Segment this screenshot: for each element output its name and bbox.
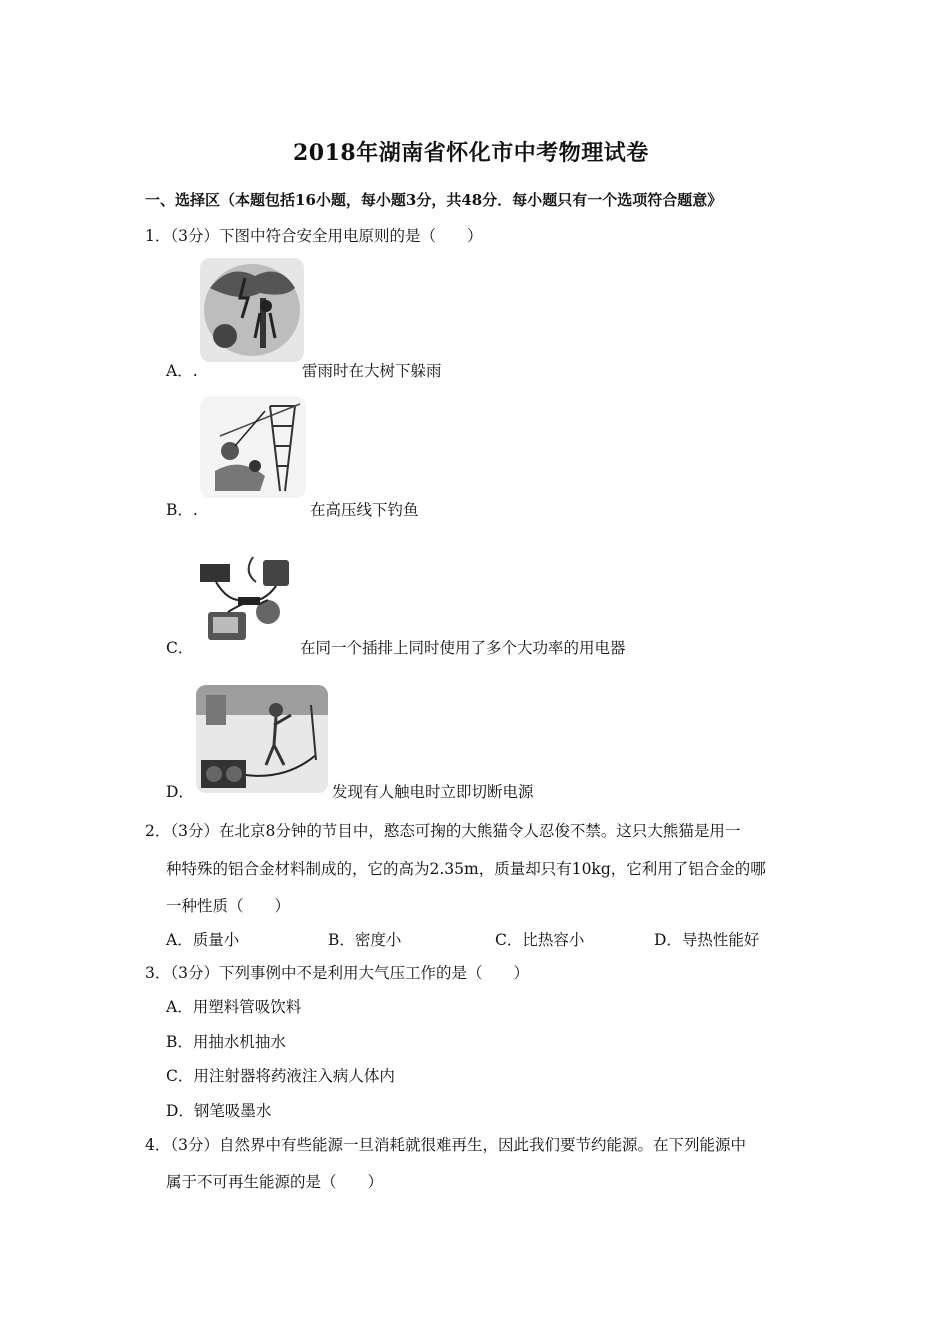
option-3b: B．用抽水机抽水	[166, 1033, 286, 1051]
option-1d-label: D．	[166, 783, 194, 801]
power-strip-appliances-image	[198, 552, 298, 648]
option-1c-text: 在同一个插排上同时使用了多个大功率的用电器	[300, 639, 626, 657]
option-2c: C．比热容小	[495, 931, 585, 949]
option-2b: B．密度小	[328, 931, 402, 949]
thunderstorm-tree-image	[200, 258, 304, 362]
page-title: 2018年湖南省怀化市中考物理试卷	[293, 140, 649, 166]
question-2-line-3: 一种性质（ ）	[166, 897, 291, 915]
fishing-power-line-image	[200, 396, 306, 498]
option-1d-text: 发现有人触电时立即切断电源	[332, 783, 534, 801]
question-4-line-1: 4．（3分）自然界中有些能源一旦消耗就很难再生，因此我们要节约能源。在下列能源中	[145, 1136, 746, 1154]
option-3d: D．钢笔吸墨水	[166, 1102, 272, 1120]
option-1b-text: 在高压线下钓鱼	[310, 501, 419, 519]
question-2-line-1: 2．（3分）在北京8分钟的节目中，憨态可掬的大熊猫令人忍俊不禁。这只大熊猫是用一	[145, 822, 741, 840]
option-1a-text: 雷雨时在大树下躲雨	[302, 362, 442, 380]
question-2-line-2: 种特殊的铝合金材料制成的，它的高为2.35m，质量却只有10kg，它利用了铝合金的哪	[166, 860, 766, 878]
question-1-stem: 1．（3分）下图中符合安全用电原则的是（ ）	[145, 227, 483, 245]
section-heading: 一、选择区（本题包括16小题，每小题3分，共48分．每小题只有一个选项符合题意》	[145, 191, 723, 209]
option-3c: C．用注射器将药液注入病人体内	[166, 1067, 395, 1085]
electric-shock-rescue-image	[196, 685, 328, 793]
question-3-stem: 3．（3分）下列事例中不是利用大气压工作的是（ ）	[145, 964, 529, 982]
option-3a: A．用塑料管吸饮料	[166, 998, 302, 1016]
option-1c-label: C．	[166, 639, 194, 657]
question-4-line-2: 属于不可再生能源的是（ ）	[166, 1173, 384, 1191]
option-2d: D．导热性能好	[654, 931, 760, 949]
option-2a: A．质量小	[166, 931, 240, 949]
option-1a-label: A．.	[166, 362, 198, 380]
option-1b-label: B．.	[166, 501, 198, 519]
